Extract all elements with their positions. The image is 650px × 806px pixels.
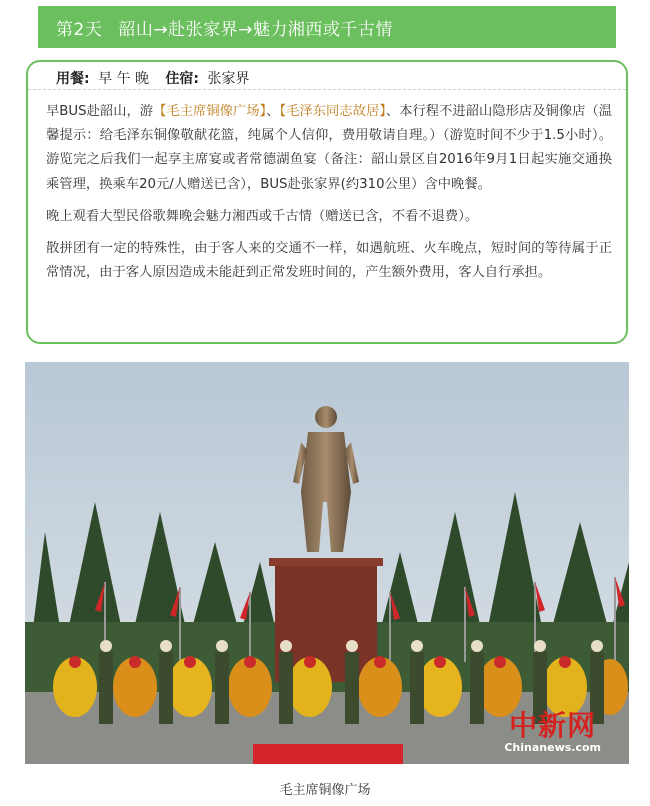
separator: 、 <box>266 104 280 119</box>
photo-caption: 毛主席铜像广场 <box>279 783 371 798</box>
paragraph-schedule <box>46 100 612 197</box>
meal-label: 用餐: <box>56 71 90 87</box>
watermark-en: Chinanews.com <box>504 741 601 754</box>
itinerary-content <box>46 100 612 293</box>
schedule-text-rest: 、本行程不进韶山隐形店及铜像店（温馨提示：给毛泽东铜像敬献花篮，纯属个人信仰，费用敬请自理。）（游览时间不少于1.5小时）。游览完之后我们一起享主席宴或者常德湖鱼宴（备注：韶山景区自2016年9月1日起实施交通换乘管理，换乘车20元/人赠送已含），BUS赴张家界(约310公里）含中晚餐。 <box>46 104 613 192</box>
meal-items: 早 午 晚 <box>98 71 149 87</box>
watermark-cn: 中新网 <box>509 709 597 742</box>
day-header <box>38 6 616 48</box>
paragraph-notice: 散拼团有一定的特殊性，由于客人来的交通不一样，如遇航班、火车晚点，短时间的等待属于正常情况，由于客人原因造成未能赶到正常发班时间的，产生额外费用，客人自行承担。 <box>46 241 612 281</box>
attraction-link-former-residence[interactable]: 【毛泽东同志故居】 <box>279 104 386 119</box>
divider <box>28 89 626 90</box>
attraction-link-statue-square[interactable]: 【毛主席铜像广场】 <box>153 104 267 119</box>
statue-square-photo <box>25 362 629 764</box>
paragraph-evening-show: 晚上观看大型民俗歌舞晚会魅力湘西或千古情（赠送已含，不看不退费）。 <box>46 208 479 224</box>
day-number: 第2天 <box>56 19 103 40</box>
itinerary-box <box>26 60 628 344</box>
stay-label: 住宿: <box>165 71 200 87</box>
schedule-text-start: 早BUS赴韶山，游 <box>46 104 154 119</box>
chinanews-watermark <box>504 711 601 754</box>
photo-illustration <box>25 362 629 764</box>
day-route: 韶山→赴张家界→魅力湘西或千古情 <box>118 19 393 40</box>
stay-value: 张家界 <box>207 71 250 87</box>
meals-row <box>56 68 249 88</box>
